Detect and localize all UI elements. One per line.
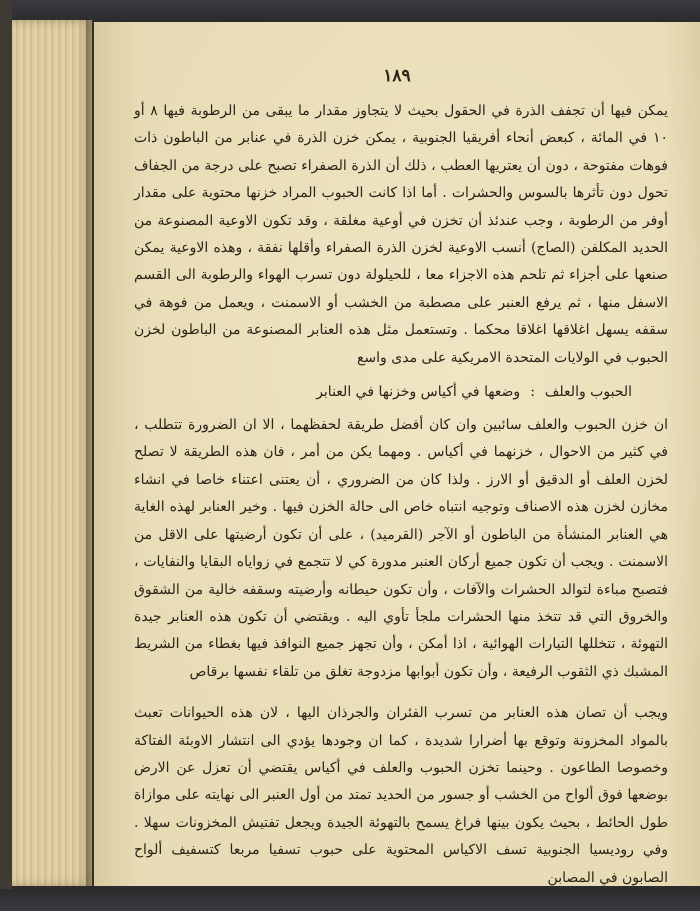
section-heading-title: الحبوب والعلف (544, 384, 632, 401)
section-heading-separator: : (530, 384, 535, 401)
section-heading-subtitle: وضعها في أكياس وخزنها في العنابر (316, 384, 521, 401)
paragraph-1: يمكن فيها أن تجفف الذرة في الحقول بحيث لا يتجاوز مقدار ما يبقى من الرطوبة فيها ٨ أو ١٠ في المائة ، كبعض أنحاء أفريقيا الجنوبية ، يمكن خزن الذرة في عنابر من الباطون ذات فوهات مفتوحة ، دون أن يعتريها العطب ، ذلك أن الذرة الصفراء تصبح على درجة من الجفاف تحول دون تأثرها بالسوس والحشرات . أما اذا كانت الحبوب المراد خزنها محتوية على مقدار أوفر من الرطوبة ، وجب عندئذ أن تخزن في أوعية مغلقة ، وقد تكون الاوعية المصنوعة من الحديد المكلفن (الصاج) أنسب الاوعية لخزن الذرة الصفراء وأقلها نفقة ، وهذه الاوعية يمكن صنعها على أجزاء ثم تلحم هذه الاجزاء معا ، للحيلولة دون تسرب الهواء والرطوبة الى القسم الاسفل منها ، ثم يرفع العنبر على مصطبة من الخشب أو الاسمنت ، ويعمل من فوهة في سقفه يسهل اغلاقها اغلاقا محكما . وتستعمل مثل هذه العنابر المصنوعة من الباطون لخزن الحبوب في الولايات المتحدة الامريكية على مدى واسع (134, 103, 668, 366)
paragraph-3: ويجب أن تصان هذه العنابر من تسرب الفئران والجرذان اليها ، لان هذه الحيوانات تعبث بالمواد المخزونة وتوقع بها أضرارا شديدة ، كما ان وجودها يؤدي الى انتشار الاوبئة الفتاكة وخصوصا الطاعون . وحينما تخزن الحبوب والعلف في أكياس يقتضي أن تعزل عن الارض بوضعها فوق ألواح من الخشب أو جسور من الحديد تمتد من أول العنبر الى نهايته على موازاة طول الحائط ، بحيث يكون بينها فراغ يسمح بالتهوئة الجيدة ويجعل تفتيش المخزونات سهلا . وفي روديسيا الجنوبية تسف الاكياس المحتوية على حبوب تسفيا مربعا كتسفيف ألواح الصابون في المصابن (134, 705, 668, 886)
book-cover-edge (0, 0, 12, 911)
page-number: ١٨٩ (383, 66, 411, 86)
section-heading (134, 378, 668, 406)
book-page (94, 22, 700, 886)
page-stack-edges (12, 20, 92, 886)
scanner-bottom-edge (0, 889, 700, 911)
page-body (134, 98, 668, 892)
scanner-top-edge (0, 0, 700, 22)
paragraph-gap (134, 686, 668, 700)
paragraph-2: ان خزن الحبوب والعلف سائبين وان كان أفضل طريقة لحفظهما ، الا ان الضرورة تتطلب ، في كثير من الاحوال ، خزنهما في أكياس . ومهما يكن من أمر ، فان هذه الطريقة لا تصلح لخزن العلف أو الدقيق أو الارز . ولذا كان من الضروري ، أن يعتنى اعتناء خاصا في انشاء مخازن لخزن هذه الاصناف وتوجيه انتباه خاص الى حالة الخزن فيها . وخير العنابر لهذه الغاية هي العنابر المنشأة من الباطون أو الآجر (القرميد) ، على أن تكون أرضيتها على الاقل من الاسمنت . ويجب أن تكون جميع أركان العنبر مدورة كي لا تتجمع في زواياه البقايا والنفايات ، فتصبح مباءة لتوالد الحشرات والآفات ، وأن تكون حيطانه وأرضيته وسقفه خالية من الشقوق والخروق التي قد تتخذ منها الحشرات ملجأ تأوي اليه . ويقتضي أن تكون هذه العنابر جيدة التهوئة ، تتخللها التيارات الهوائية ، اذا أمكن ، وأن تجهز جميع النوافذ فيها بغطاء من الشريط المشبك ذي الثقوب الرفيعة ، وأن تكون أبوابها مزدوجة تغلق من تلقاء نفسها برقاص (134, 417, 668, 680)
